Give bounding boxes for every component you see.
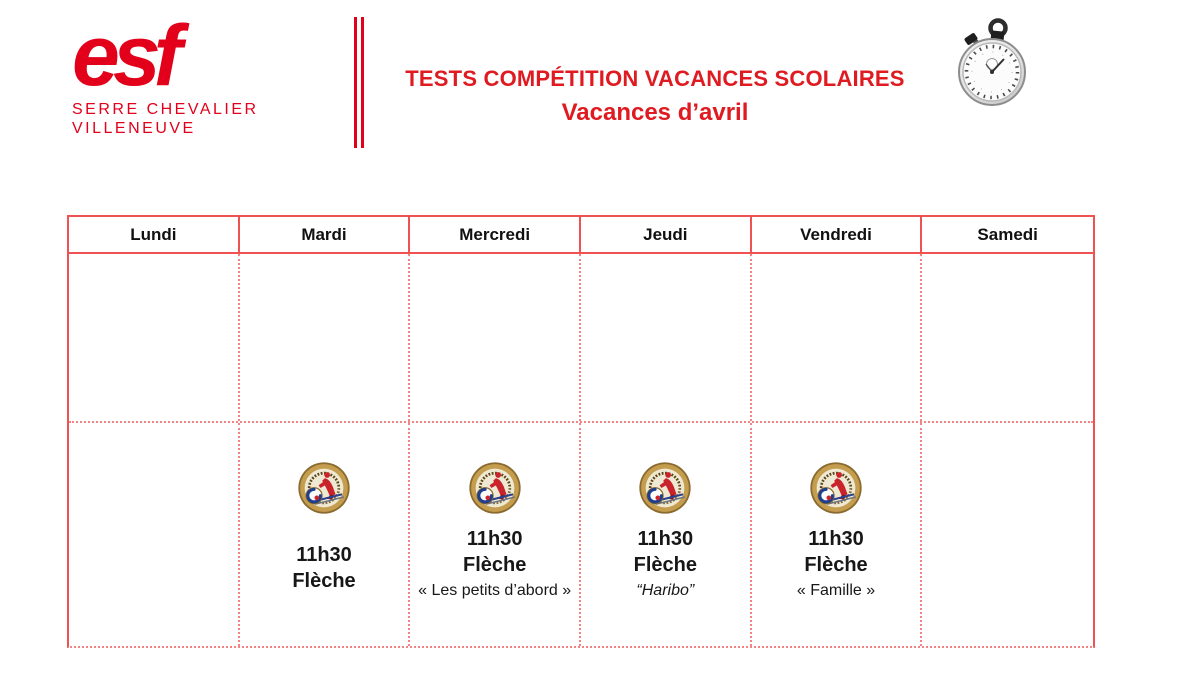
empty-cell-vendredi — [752, 254, 923, 421]
column-header-vendredi: Vendredi — [752, 217, 923, 252]
event-cell-jeudi — [581, 423, 752, 646]
esf-logo-line2: VILLENEUVE — [72, 120, 196, 137]
table-row-empty — [69, 254, 1093, 423]
empty-cell-samedi — [922, 254, 1093, 421]
table-body — [67, 254, 1095, 648]
page-title-block — [360, 66, 950, 127]
empty-cell-mardi — [240, 254, 411, 421]
table-row-events — [69, 423, 1093, 646]
event-cell-mardi — [240, 423, 411, 646]
fleche-medal-icon — [297, 461, 351, 515]
empty-cell-lundi — [69, 254, 240, 421]
table-header-row — [67, 215, 1095, 254]
event-subtitle: « Famille » — [796, 582, 876, 599]
fleche-medal-icon — [638, 461, 692, 515]
fleche-medal-icon — [468, 461, 522, 515]
event-cell-mercredi — [410, 423, 581, 646]
event-cell-samedi — [922, 423, 1093, 646]
event-time: 11h30 — [296, 544, 352, 566]
esf-logo-brand: esf — [72, 8, 176, 104]
fleche-medal-icon — [809, 461, 863, 515]
event-time: 11h30 — [466, 528, 523, 550]
event-cell-lundi — [69, 423, 240, 646]
event-time: 11h30 — [808, 528, 864, 550]
event-name: Flèche — [462, 554, 527, 576]
page-title: TESTS COMPÉTITION VACANCES SCOLAIRES — [405, 66, 905, 91]
event-subtitle: “Haribo” — [636, 582, 695, 599]
esf-logo-line1: SERRE CHEVALIER — [72, 101, 259, 118]
event-time: 11h30 — [637, 528, 694, 550]
esf-logo — [72, 8, 259, 138]
event-name: Flèche — [292, 570, 356, 592]
column-header-lundi: Lundi — [69, 217, 240, 252]
stopwatch-icon — [950, 16, 1032, 106]
empty-cell-jeudi — [581, 254, 752, 421]
schedule-table — [67, 215, 1095, 648]
empty-cell-mercredi — [410, 254, 581, 421]
event-name: Flèche — [804, 554, 868, 576]
column-header-mercredi: Mercredi — [410, 217, 581, 252]
event-subtitle: « Les petits d’abord » — [418, 582, 572, 599]
column-header-mardi: Mardi — [240, 217, 411, 252]
page-subtitle: Vacances d’avril — [561, 99, 749, 126]
event-cell-vendredi — [752, 423, 923, 646]
column-header-jeudi: Jeudi — [581, 217, 752, 252]
event-name: Flèche — [633, 554, 697, 576]
column-header-samedi: Samedi — [977, 225, 1038, 244]
